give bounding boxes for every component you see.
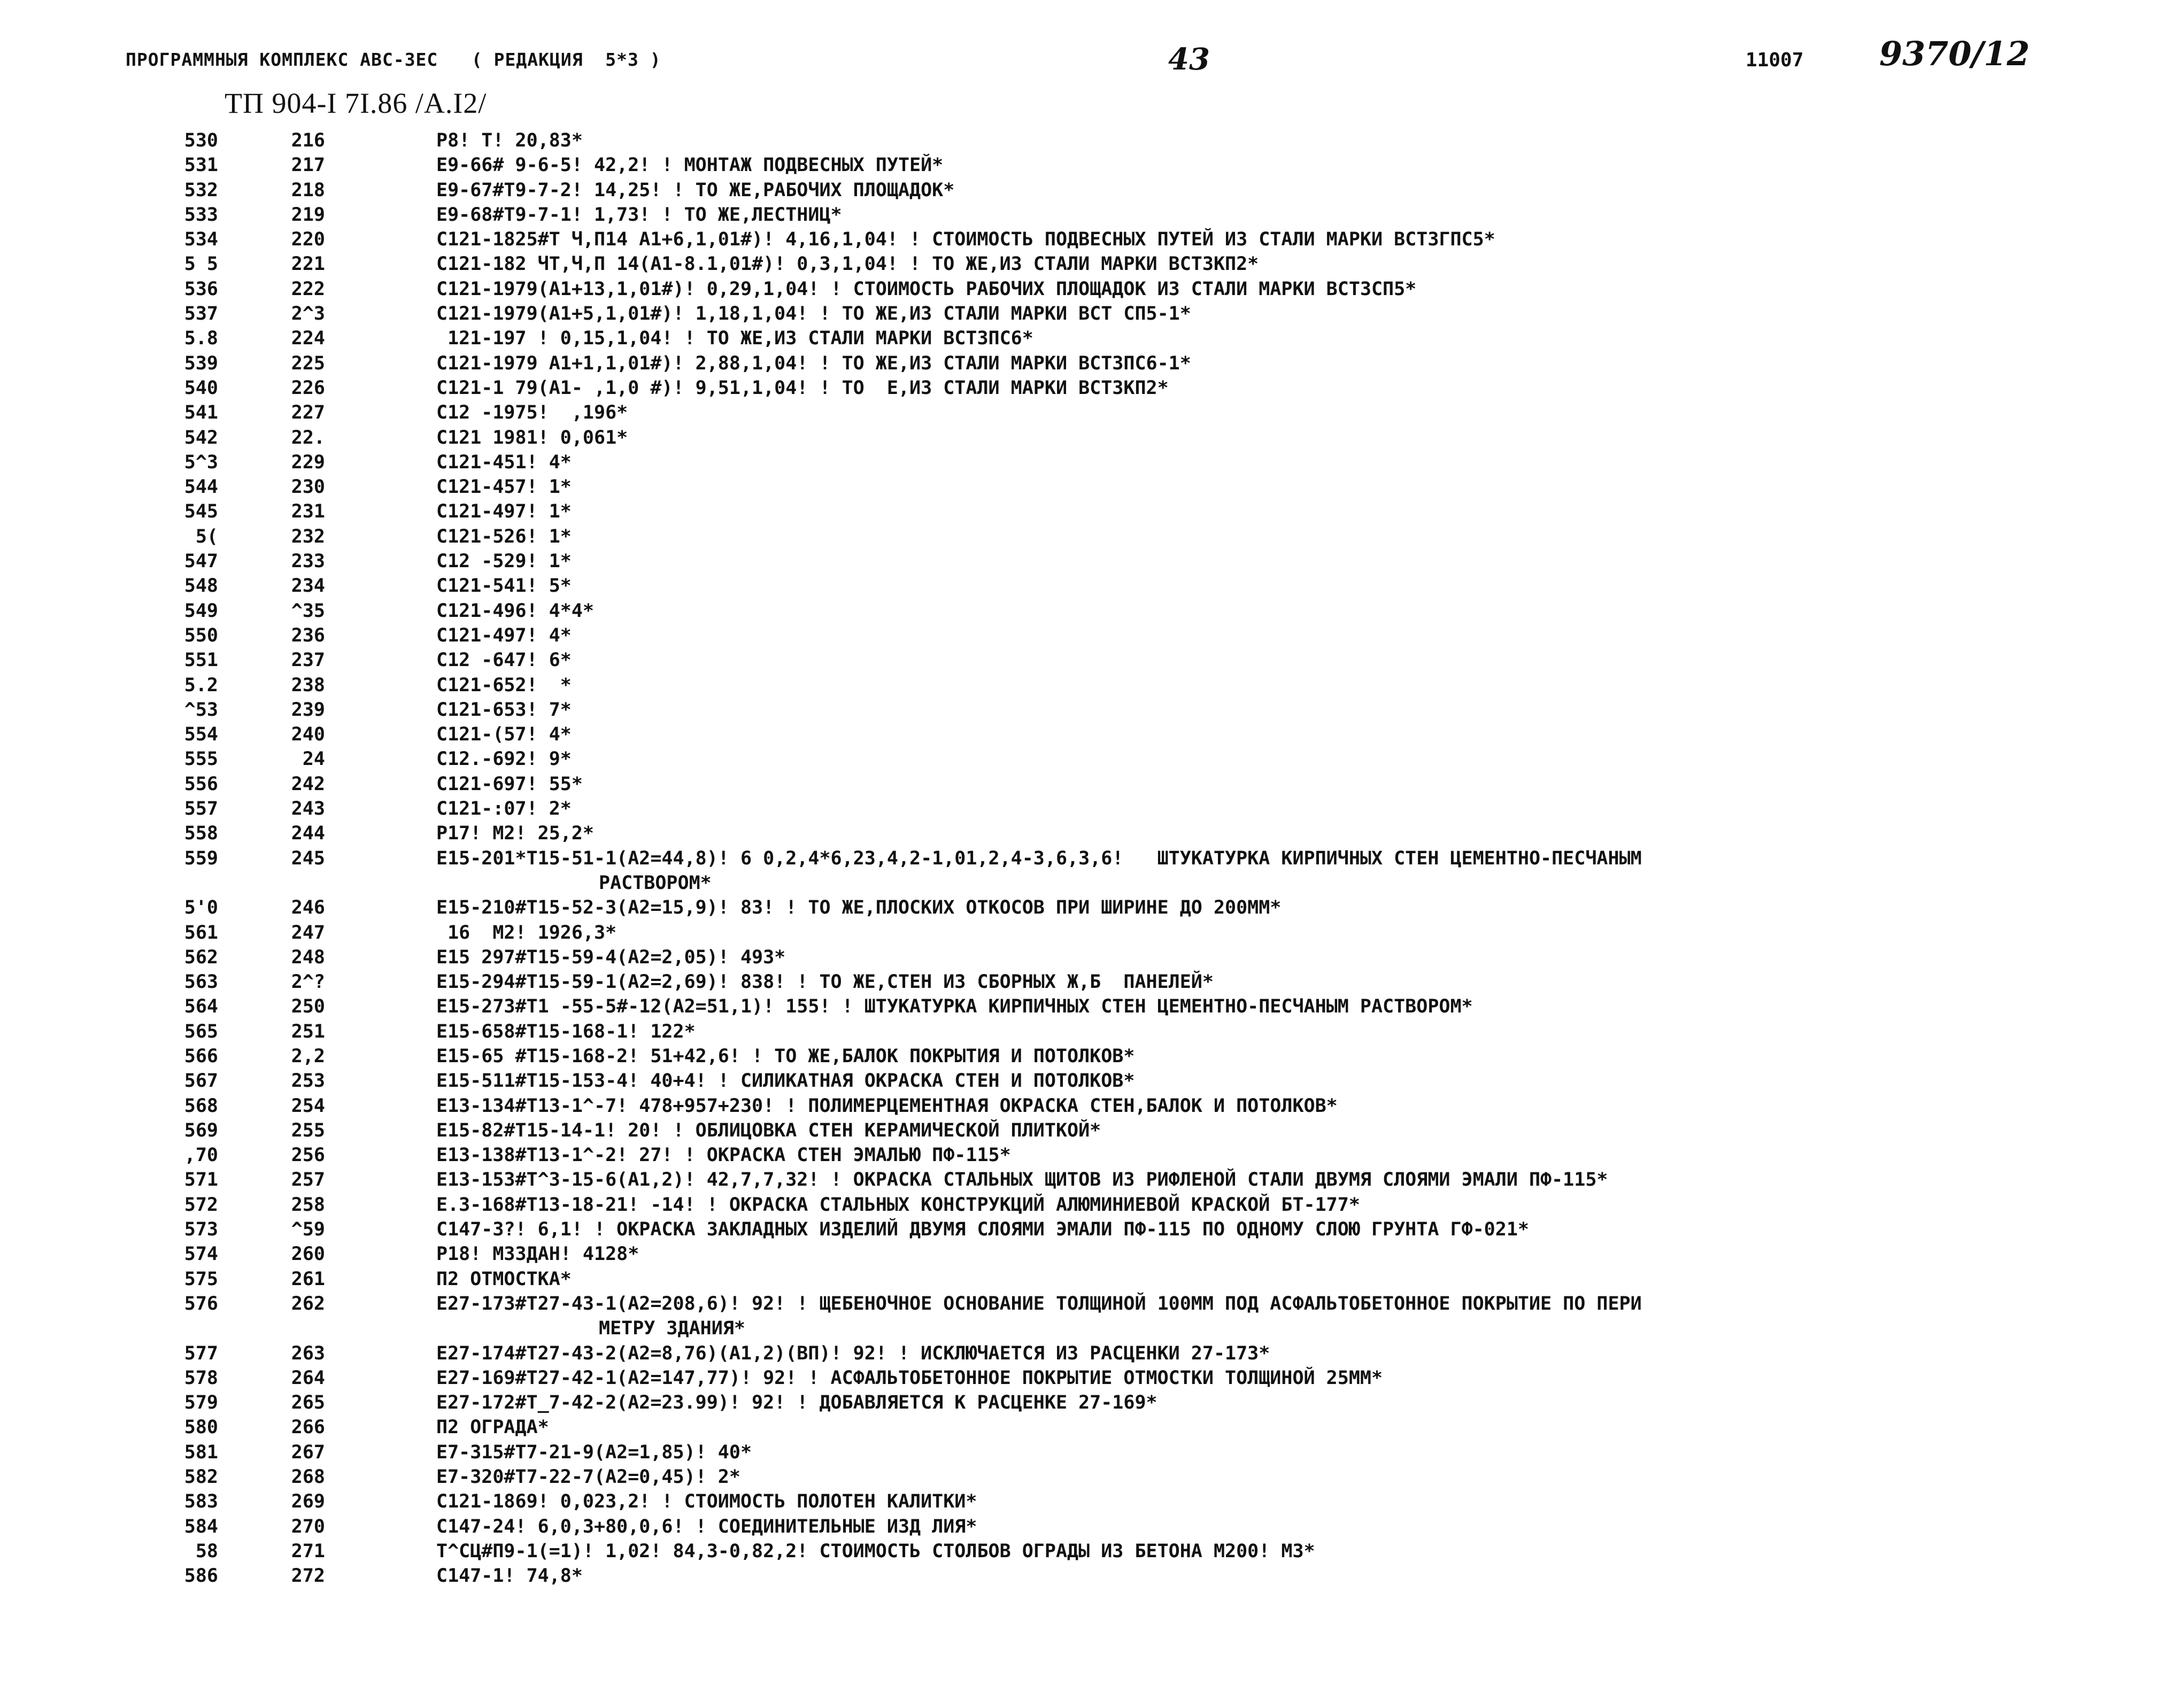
statement-text: С12 -529! 1* [436, 551, 572, 573]
line-number: ,70 [184, 1145, 218, 1166]
listing-row [0, 574, 2184, 598]
statement-number: 232 [291, 525, 325, 547]
statement-text: С12 -647! 6* [436, 650, 572, 671]
line-number: 541 [184, 402, 218, 424]
listing-row [0, 1267, 2184, 1292]
statement-number: 256 [291, 1145, 325, 1166]
statement-text: Е15-65 #Т15-168-2! 51+42,6! ! ТО ЖЕ,БАЛОК ПОКРЫТИЯ И ПОТОЛКОВ* [436, 1045, 1135, 1067]
line-number: 5^3 [184, 451, 218, 473]
statement-number: 265 [291, 1392, 325, 1414]
line-number: 556 [184, 773, 218, 795]
statement-text: Е9-66# 9-6-5! 42,2! ! МОНТАЖ ПОДВЕСНЫХ ПУТЕЙ* [436, 154, 944, 176]
line-number: 581 [184, 1441, 218, 1463]
statement-number: 251 [291, 1020, 325, 1042]
line-number: 562 [184, 946, 218, 968]
listing-row [0, 1193, 2184, 1217]
listing-row [0, 203, 2184, 227]
statement-number: 227 [291, 402, 325, 424]
statement-number: 257 [291, 1169, 325, 1191]
listing-row [0, 921, 2184, 945]
statement-number: 239 [291, 699, 325, 721]
line-number: 551 [184, 650, 218, 671]
statement-text: Р18! М3ЗДАН! 4128* [436, 1243, 639, 1265]
listing-row [0, 648, 2184, 672]
statement-number: 269 [291, 1491, 325, 1513]
listing-row [0, 1415, 2184, 1440]
line-number: 569 [184, 1119, 218, 1141]
line-number: 557 [184, 798, 218, 820]
line-number: 548 [184, 575, 218, 597]
line-number: 550 [184, 624, 218, 646]
listing-row [0, 1564, 2184, 1588]
line-number: 5.8 [184, 328, 218, 350]
listing-row [0, 673, 2184, 698]
statement-number: 242 [291, 773, 325, 795]
statement-text: С121-182 ЧТ,Ч,П 14(А1-8.1,01#)! 0,3,1,04! ! ТО ЖЕ,ИЗ СТАЛИ МАРКИ ВСТ3КП2* [436, 253, 1259, 275]
listing-row [0, 426, 2184, 450]
listing-row [0, 376, 2184, 400]
listing-row [0, 1390, 2184, 1415]
statement-number: 218 [291, 179, 325, 201]
statement-number: 270 [291, 1516, 325, 1537]
line-number: 537 [184, 303, 218, 325]
listing-row [0, 1440, 2184, 1465]
listing-row [0, 747, 2184, 771]
statement-text: С121-496! 4*4* [436, 600, 595, 622]
line-number: 533 [184, 204, 218, 226]
statement-text: С121-541! 5* [436, 575, 572, 597]
listing-row [0, 722, 2184, 747]
line-number: 584 [184, 1516, 218, 1537]
statement-text: Е15-294#Т15-59-1(А2=2,69)! 838! ! ТО ЖЕ,СТЕН ИЗ СБОРНЫХ Ж,Б ПАНЕЛЕЙ* [436, 971, 1214, 993]
statement-number: 238 [291, 674, 325, 696]
statement-text: МЕТРУ ЗДАНИЯ* [599, 1318, 745, 1340]
listing-row [0, 895, 2184, 920]
statement-number: 244 [291, 823, 325, 845]
listing-row [0, 1217, 2184, 1242]
statement-number: 240 [291, 724, 325, 746]
statement-text: С121-497! 4* [436, 624, 572, 646]
listing-row [0, 1167, 2184, 1192]
statement-number: 231 [291, 501, 325, 523]
page-number: 43 [1168, 42, 1210, 77]
statement-text: 16 М2! 1926,3* [436, 922, 617, 944]
statement-text: Е13-153#Т^3-15-6(А1,2)! 42,7,7,32! ! ОКРАСКА СТАЛЬНЫХ ЩИТОВ ИЗ РИФЛЕНОЙ СТАЛИ ДВУМЯ СЛОЯМИ ЭМАЛИ ПФ-115* [436, 1169, 1608, 1191]
line-number: 5.2 [184, 674, 218, 696]
listing-row [0, 326, 2184, 351]
line-number: 5( [195, 525, 218, 547]
statement-text: С121-652! * [436, 674, 572, 696]
line-number: 577 [184, 1342, 218, 1364]
statement-text: Е15-658#Т15-168-1! 122* [436, 1020, 696, 1042]
statement-number: ^35 [291, 600, 325, 622]
listing-row [0, 599, 2184, 623]
statement-number: 245 [291, 847, 325, 869]
statement-text: Е13-134#Т13-1^-7! 478+957+230! ! ПОЛИМЕРЦЕМЕНТНАЯ ОКРАСКА СТЕН,БАЛОК И ПОТОЛКОВ* [436, 1095, 1338, 1117]
statement-number: 263 [291, 1342, 325, 1364]
statement-text: С121-1 79(А1- ,1,0 #)! 9,51,1,04! ! ТО Е,ИЗ СТАЛИ МАРКИ ВСТ3КП2* [436, 377, 1169, 399]
line-number: 532 [184, 179, 218, 201]
statement-text: Е27-174#Т27-43-2(А2=8,76)(А1,2)(ВП)! 92! ! ИСКЛЮЧАЕТСЯ ИЗ РАСЦЕНКИ 27-173* [436, 1342, 1270, 1364]
statement-number: 255 [291, 1119, 325, 1141]
line-number: 555 [184, 748, 218, 770]
listing-row [0, 698, 2184, 722]
statement-number: 222 [291, 278, 325, 300]
line-number: 531 [184, 154, 218, 176]
listing-row [0, 1514, 2184, 1539]
line-number: 572 [184, 1194, 218, 1216]
listing-row [0, 1094, 2184, 1118]
statement-number: 264 [291, 1367, 325, 1389]
statement-number: 268 [291, 1466, 325, 1488]
statement-text: С121-697! 55* [436, 773, 583, 795]
statement-text: Е15-511#Т15-153-4! 40+4! ! СИЛИКАТНАЯ ОКРАСКА СТЕН И ПОТОЛКОВ* [436, 1070, 1135, 1092]
statement-number: 225 [291, 352, 325, 374]
line-number: 563 [184, 971, 218, 993]
line-number: 575 [184, 1268, 218, 1290]
listing-row [0, 153, 2184, 177]
listing-row [0, 1118, 2184, 1143]
line-number: 554 [184, 724, 218, 746]
statement-number: 253 [291, 1070, 325, 1092]
job-number: 11007 [1746, 49, 1804, 71]
listing-row [0, 499, 2184, 524]
statement-text: Е15-201*Т15-51-1(А2=44,8)! 6 0,2,4*6,23,4,2-1,01,2,4-3,6,3,6! ШТУКАТУРКА КИРПИЧНЫХ СТЕН ЦЕМЕНТНО-ПЕСЧАНЫМ [436, 847, 1642, 869]
listing-row [0, 1069, 2184, 1093]
statement-text: Е7-320#Т7-22-7(А2=0,45)! 2* [436, 1466, 740, 1488]
statement-text: С121-1979 А1+1,1,01#)! 2,88,1,04! ! ТО ЖЕ,ИЗ СТАЛИ МАРКИ ВСТ3ПС6-1* [436, 352, 1191, 374]
statement-text: С121-1979(А1+13,1,01#)! 0,29,1,04! ! СТОИМОСТЬ РАБОЧИХ ПЛОЩАДОК ИЗ СТАЛИ МАРКИ ВСТ3СП5* [436, 278, 1417, 300]
listing-row [0, 277, 2184, 301]
line-number: 573 [184, 1219, 218, 1241]
statement-text: С12.-692! 9* [436, 748, 572, 770]
statement-number: 226 [291, 377, 325, 399]
project-stamp: ТП 904-I 7I.86 /А.I2/ [225, 87, 487, 119]
line-number: 530 [184, 130, 218, 151]
statement-number: 230 [291, 476, 325, 498]
line-number: 558 [184, 823, 218, 845]
listing-row [0, 846, 2184, 871]
statement-number: 229 [291, 451, 325, 473]
line-number: 540 [184, 377, 218, 399]
line-number: 568 [184, 1095, 218, 1117]
statement-number: 224 [291, 328, 325, 350]
statement-number: 266 [291, 1417, 325, 1439]
listing-row [0, 1539, 2184, 1564]
line-number: 574 [184, 1243, 218, 1265]
handwritten-document-number: 9370/12 [1879, 34, 2030, 73]
statement-number: 272 [291, 1565, 325, 1587]
statement-number: 234 [291, 575, 325, 597]
line-number: 547 [184, 551, 218, 573]
statement-number: 24 [302, 748, 325, 770]
statement-text: С147-1! 74,8* [436, 1565, 583, 1587]
statement-text: С121-1979(А1+5,1,01#)! 1,18,1,04! ! ТО ЖЕ,ИЗ СТАЛИ МАРКИ ВСТ СП5-1* [436, 303, 1191, 325]
statement-text: С147-3?! 6,1! ! ОКРАСКА ЗАКЛАДНЫХ ИЗДЕЛИЙ ДВУМЯ СЛОЯМИ ЭМАЛИ ПФ-115 ПО ОДНОМУ СЛОЮ ГРУНТА ГФ-021* [436, 1219, 1529, 1241]
statement-text: С147-24! 6,0,3+80,0,6! ! СОЕДИНИТЕЛЬНЫЕ ИЗД ЛИЯ* [436, 1516, 977, 1537]
listing-row [0, 994, 2184, 1019]
line-number: 566 [184, 1045, 218, 1067]
statement-text: Е27-172#Т_7-42-2(А2=23.99)! 92! ! ДОБАВЛЯЕТСЯ К РАСЦЕНКЕ 27-169* [436, 1392, 1157, 1414]
listing-row [0, 945, 2184, 970]
line-number: 536 [184, 278, 218, 300]
statement-number: 216 [291, 130, 325, 151]
statement-text: Е13-138#Т13-1^-2! 27! ! ОКРАСКА СТЕН ЭМАЛЬЮ ПФ-115* [436, 1145, 1011, 1166]
line-number: 564 [184, 996, 218, 1018]
statement-number: 261 [291, 1268, 325, 1290]
statement-number: 271 [291, 1540, 325, 1562]
line-number: 571 [184, 1169, 218, 1191]
statement-number: ^59 [291, 1219, 325, 1241]
statement-text: Е9-67#Т9-7-2! 14,25! ! ТО ЖЕ,РАБОЧИХ ПЛОЩАДОК* [436, 179, 955, 201]
program-title: ПРОГРАММНЫЯ КОМПЛЕКС АВС-3ЕС ( РЕДАКЦИЯ 5*3 ) [126, 49, 661, 70]
line-number: 583 [184, 1491, 218, 1513]
line-number: 549 [184, 600, 218, 622]
listing-row [0, 351, 2184, 376]
statement-text: Е.3-168#Т13-18-21! -14! ! ОКРАСКА СТАЛЬНЫХ КОНСТРУКЦИЙ АЛЮМИНИЕВОЙ КРАСКОЙ БТ-177* [436, 1194, 1360, 1216]
listing-row [0, 1019, 2184, 1044]
line-number: 542 [184, 427, 218, 449]
statement-text: С121-451! 4* [436, 451, 572, 473]
line-number: 5 5 [184, 253, 218, 275]
listing-row [0, 549, 2184, 574]
statement-number: 267 [291, 1441, 325, 1463]
listing-row [0, 128, 2184, 153]
statement-number: 2^? [291, 971, 325, 993]
listing-row [0, 797, 2184, 821]
line-number: 544 [184, 476, 218, 498]
statement-number: 236 [291, 624, 325, 646]
statement-text: 121-197 ! 0,15,1,04! ! ТО ЖЕ,ИЗ СТАЛИ МАРКИ ВСТ3ПС6* [436, 328, 1033, 350]
line-number: 561 [184, 922, 218, 944]
statement-text: С12 -1975! ,196* [436, 402, 628, 424]
statement-text: РАСТВОРОМ* [599, 872, 712, 894]
line-number: 58 [195, 1540, 218, 1562]
line-number: 545 [184, 501, 218, 523]
statement-text: С121-1869! 0,023,2! ! СТОИМОСТЬ ПОЛОТЕН КАЛИТКИ* [436, 1491, 977, 1513]
line-number: 580 [184, 1417, 218, 1439]
listing-row [0, 400, 2184, 425]
statement-number: 233 [291, 551, 325, 573]
statement-number: 220 [291, 229, 325, 251]
line-number: 586 [184, 1565, 218, 1587]
statement-number: 262 [291, 1293, 325, 1315]
statement-number: 246 [291, 897, 325, 919]
listing-row [0, 252, 2184, 276]
statement-number: 254 [291, 1095, 325, 1117]
listing-row [0, 1242, 2184, 1266]
listing-row [0, 524, 2184, 549]
statement-text: Е15-273#Т1 -55-5#-12(А2=51,1)! 155! ! ШТУКАТУРКА КИРПИЧНЫХ СТЕН ЦЕМЕНТНО-ПЕСЧАНЫМ РАСТВОРОМ* [436, 996, 1473, 1018]
line-number: ^53 [184, 699, 218, 721]
listing-continuation-line [0, 1316, 2184, 1341]
statement-text: Р8! Т! 20,83* [436, 130, 583, 151]
statement-text: С121 1981! 0,061* [436, 427, 628, 449]
line-number: 539 [184, 352, 218, 374]
listing-row [0, 1489, 2184, 1514]
line-number: 5'0 [184, 897, 218, 919]
statement-number: 217 [291, 154, 325, 176]
line-number: 578 [184, 1367, 218, 1389]
statement-number: 258 [291, 1194, 325, 1216]
line-number: 582 [184, 1466, 218, 1488]
statement-number: 247 [291, 922, 325, 944]
program-listing [0, 128, 2184, 1589]
line-number: 534 [184, 229, 218, 251]
listing-row [0, 1366, 2184, 1390]
statement-text: С121-457! 1* [436, 476, 572, 498]
statement-text: Е7-315#Т7-21-9(А2=1,85)! 40* [436, 1441, 752, 1463]
statement-text: Е15 297#Т15-59-4(А2=2,05)! 493* [436, 946, 786, 968]
listing-row [0, 1292, 2184, 1316]
statement-number: 248 [291, 946, 325, 968]
statement-text: П2 ОТМОСТКА* [436, 1268, 572, 1290]
statement-number: 250 [291, 996, 325, 1018]
statement-number: 22. [291, 427, 325, 449]
listing-row [0, 475, 2184, 499]
listing-row [0, 623, 2184, 648]
statement-text: Е15-82#Т15-14-1! 20! ! ОБЛИЦОВКА СТЕН КЕРАМИЧЕСКОЙ ПЛИТКОЙ* [436, 1119, 1101, 1141]
line-number: 579 [184, 1392, 218, 1414]
listing-row [0, 1465, 2184, 1489]
listing-row [0, 1143, 2184, 1167]
listing-row [0, 1044, 2184, 1069]
statement-text: Р17! М2! 25,2* [436, 823, 595, 845]
statement-text: С121-497! 1* [436, 501, 572, 523]
listing-row [0, 970, 2184, 994]
statement-number: 237 [291, 650, 325, 671]
statement-text: Е27-169#Т27-42-1(А2=147,77)! 92! ! АСФАЛЬТОБЕТОННОЕ ПОКРЫТИЕ ОТМОСТКИ ТОЛЩИНОЙ 25ММ* [436, 1367, 1383, 1389]
statement-text: Е27-173#Т27-43-1(А2=208,6)! 92! ! ЩЕБЕНОЧНОЕ ОСНОВАНИЕ ТОЛЩИНОЙ 100ММ ПОД АСФАЛЬТОБЕТОННОЕ ПОКРЫТИЕ ПО ПЕРИ [436, 1293, 1642, 1315]
statement-text: С121-:07! 2* [436, 798, 572, 820]
statement-text: С121-653! 7* [436, 699, 572, 721]
line-number: 559 [184, 847, 218, 869]
statement-text: Т^СЦ#П9-1(=1)! 1,02! 84,3-0,82,2! СТОИМОСТЬ СТОЛБОВ ОГРАДЫ ИЗ БЕТОНА М200! М3* [436, 1540, 1315, 1562]
listing-row [0, 1341, 2184, 1366]
statement-text: Е15-210#Т15-52-3(А2=15,9)! 83! ! ТО ЖЕ,ПЛОСКИХ ОТКОСОВ ПРИ ШИРИНЕ ДО 200ММ* [436, 897, 1282, 919]
line-number: 576 [184, 1293, 218, 1315]
listing-row [0, 227, 2184, 252]
listing-row [0, 821, 2184, 846]
listing-continuation-line [0, 871, 2184, 895]
statement-number: 243 [291, 798, 325, 820]
statement-text: С121-(57! 4* [436, 724, 572, 746]
listing-row [0, 178, 2184, 203]
statement-number: 221 [291, 253, 325, 275]
line-number: 567 [184, 1070, 218, 1092]
listing-row [0, 772, 2184, 797]
statement-text: Е9-68#Т9-7-1! 1,73! ! ТО ЖЕ,ЛЕСТНИЦ* [436, 204, 842, 226]
statement-text: П2 ОГРАДА* [436, 1417, 549, 1439]
listing-row [0, 450, 2184, 475]
statement-number: 219 [291, 204, 325, 226]
statement-number: 260 [291, 1243, 325, 1265]
line-number: 565 [184, 1020, 218, 1042]
statement-number: 2^3 [291, 303, 325, 325]
statement-text: С121-1825#Т Ч,П14 А1+6,1,01#)! 4,16,1,04! ! СТОИМОСТЬ ПОДВЕСНЫХ ПУТЕЙ ИЗ СТАЛИ МАРКИ ВСТ3ГПС5* [436, 229, 1495, 251]
statement-number: 2,2 [291, 1045, 325, 1067]
statement-text: С121-526! 1* [436, 525, 572, 547]
listing-row [0, 301, 2184, 326]
